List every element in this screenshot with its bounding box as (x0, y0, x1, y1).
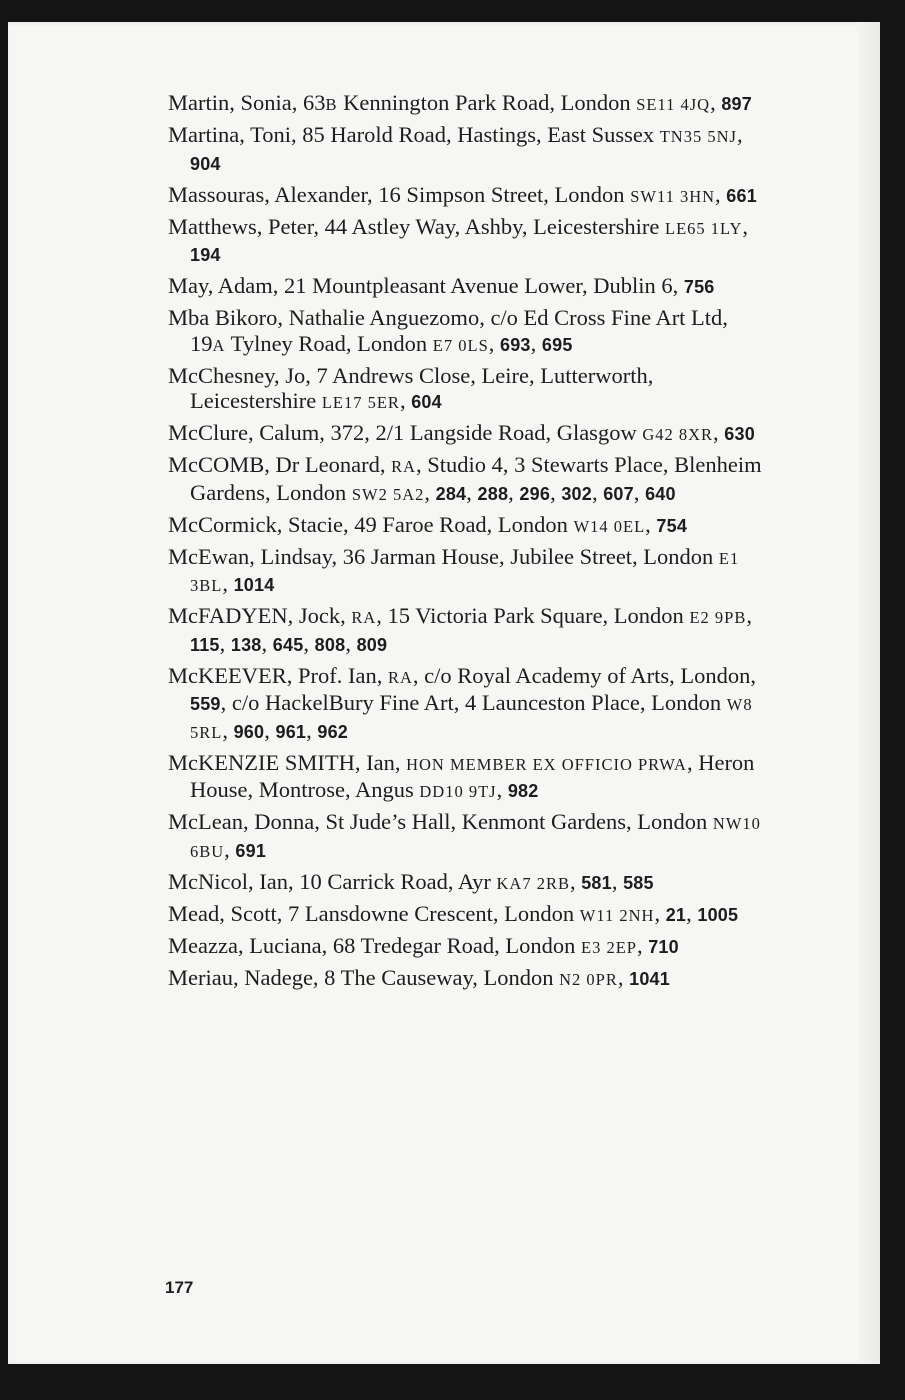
small-caps-text: W14 0EL (573, 516, 646, 536)
page-reference: 284 (435, 483, 467, 504)
page-reference: 138 (230, 634, 262, 655)
entry-text: , (713, 420, 725, 445)
entry-text: , 15 Victoria Park Square, London (376, 603, 690, 628)
index-entry (168, 809, 768, 864)
entry-text: , (633, 479, 646, 505)
page-reference: 630 (724, 424, 755, 444)
entry-text: , Heron House, Montrose, Angus (190, 749, 755, 802)
small-caps-text: HON MEMBER EX OFFICIO PRWA (406, 754, 687, 774)
entry-text: , (591, 479, 604, 505)
page-reference: 982 (507, 781, 539, 801)
entry-text: , (654, 900, 666, 926)
entry-text: McFADYEN, Jock, (168, 603, 352, 628)
entry-text: Matthews, Peter, 44 Astley Way, Ashby, Leicestershire (168, 213, 665, 239)
entry-text: , (303, 630, 315, 656)
entry-text: , (715, 181, 727, 207)
index-entries (168, 90, 768, 997)
entry-text: , (710, 90, 722, 115)
entry-text: , (261, 630, 273, 656)
entry-text: , (746, 603, 752, 628)
page-reference: 115 (190, 634, 220, 655)
small-caps-text: KA7 2RB (496, 873, 570, 893)
entry-text: , (611, 868, 624, 894)
entry-text: , c/o HackelBury Fine Art, 4 Launceston Place, London (220, 690, 727, 715)
index-entry (168, 901, 768, 929)
entry-text: , (496, 777, 508, 802)
page-reference: 559 (190, 694, 221, 714)
page-reference: 756 (683, 277, 715, 297)
page-reference: 691 (235, 840, 267, 861)
entry-text: McCOMB, Dr Leonard, (168, 452, 392, 477)
entry-text: , (530, 330, 542, 356)
entry-text: , (224, 836, 236, 862)
small-caps-text: N2 0PR (559, 969, 618, 989)
page-reference: 962 (317, 721, 349, 742)
entry-text: Meazza, Luciana, 68 Tredegar Road, London (168, 932, 581, 958)
small-caps-text: RA (391, 457, 417, 476)
entry-text: , (736, 122, 743, 147)
entry-text: McCormick, Stacie, 49 Faroe Road, London (168, 511, 574, 537)
small-caps-text: W8 5RL (190, 695, 753, 742)
entry-text: May, Adam, 21 Mountpleasant Avenue Lower, Dublin 6, (168, 273, 684, 298)
index-entry (168, 512, 768, 540)
entry-text: , (645, 511, 657, 537)
entry-text: , (345, 630, 357, 656)
page-reference: 645 (272, 634, 304, 655)
page-edge (858, 22, 880, 1364)
entry-text: Massouras, Alexander, 16 Simpson Street, London (168, 181, 631, 207)
index-entry (168, 452, 768, 507)
page-reference: 640 (645, 483, 676, 504)
index-entry (168, 420, 768, 448)
page-reference: 904 (190, 153, 221, 174)
entry-text: , Studio 4, 3 Stewarts Place, Blenheim Gardens, London (190, 452, 762, 505)
index-entry (168, 869, 768, 897)
small-caps-text: RA (351, 608, 377, 627)
small-caps-text: E7 0LS (432, 335, 489, 355)
page-reference: 604 (411, 392, 442, 412)
entry-text: , (219, 630, 231, 656)
small-caps-text: LE17 5ER (321, 393, 400, 412)
entry-text: , (306, 717, 318, 743)
page-reference: 661 (726, 185, 757, 206)
entry-text: Tylney Road, London (225, 330, 433, 356)
page-reference: 897 (721, 94, 752, 114)
small-caps-text: SW11 3HN (630, 186, 716, 206)
index-entry (168, 663, 768, 746)
page-reference: 960 (233, 721, 265, 742)
entry-text: Martin, Sonia, 63 (168, 90, 326, 115)
entry-text: , (617, 964, 630, 990)
small-caps-text: E3 2EP (581, 937, 637, 957)
index-entry (168, 750, 768, 805)
entry-text: , (488, 330, 501, 356)
entry-text: McNicol, Ian, 10 Carrick Road, Ayr (168, 868, 497, 894)
page-reference: 21 (665, 904, 687, 925)
page-reference: 710 (648, 936, 679, 957)
entry-text: Mba Bikoro, Nathalie Anguezomo, c/o Ed Cross Fine Art Ltd, 19 (168, 305, 728, 356)
small-caps-text: A (212, 335, 226, 355)
page-number: 177 (165, 1278, 194, 1297)
page-reference: 695 (541, 334, 573, 355)
entry-text: Mead, Scott, 7 Lansdowne Crescent, London (168, 900, 580, 926)
page-reference: 961 (275, 721, 307, 742)
index-entry (168, 933, 768, 961)
small-caps-text: SW2 5A2 (351, 484, 425, 504)
index-entry (168, 90, 768, 118)
entry-text: , (742, 213, 748, 239)
entry-text: , (569, 868, 582, 894)
small-caps-text: E2 9PB (689, 608, 747, 627)
entry-text: , (264, 717, 276, 743)
page-reference: 1041 (629, 968, 670, 989)
index-entry (168, 182, 768, 210)
entry-text: , (222, 571, 234, 596)
entry-text: McKENZIE SMITH, Ian, (168, 749, 407, 775)
small-caps-text: B (325, 95, 338, 114)
page-reference: 296 (519, 483, 551, 504)
book-page (8, 22, 880, 1364)
page-reference: 194 (190, 245, 221, 265)
entry-text: , (424, 479, 436, 505)
page-reference: 693 (500, 334, 531, 355)
page-reference: 1005 (697, 904, 739, 925)
entry-text: McEwan, Lindsay, 36 Jarman House, Jubilee Street, London (168, 543, 719, 569)
page-reference: 302 (561, 483, 592, 504)
page-reference: 808 (314, 634, 346, 655)
small-caps-text: DD10 9TJ (419, 782, 497, 801)
entry-text: , (508, 479, 520, 505)
index-entry (168, 305, 768, 358)
page-reference: 581 (581, 872, 612, 893)
entry-text: , (550, 479, 562, 505)
page-reference: 288 (477, 483, 509, 504)
entry-text: McChesney, Jo, 7 Andrews Close, Leire, Lutterworth, Leicestershire (168, 362, 654, 413)
page-reference: 607 (603, 483, 634, 504)
small-caps-text: G42 8XR (642, 425, 714, 444)
entry-text: McClure, Calum, 372, 2/1 Langside Road, Glasgow (168, 420, 643, 445)
entry-text: Martina, Toni, 85 Harold Road, Hastings, East Sussex (168, 122, 660, 147)
page-reference: 754 (656, 515, 688, 536)
page-reference: 1014 (233, 575, 275, 595)
entry-text: , (222, 717, 234, 743)
small-caps-text: TN35 5NJ (659, 127, 737, 146)
entry-text: , (466, 479, 478, 505)
entry-text: Meriau, Nadege, 8 The Causeway, London (168, 964, 560, 990)
entry-text: Kennington Park Road, London (337, 90, 637, 115)
index-entry (168, 603, 768, 658)
entry-text: , (686, 900, 698, 926)
small-caps-text: SE11 4JQ (636, 95, 711, 114)
index-entry (168, 965, 768, 993)
index-entry (168, 363, 768, 416)
entry-text: McKEEVER, Prof. Ian, (168, 662, 388, 688)
small-caps-text: W11 2NH (579, 905, 655, 925)
entry-text: , (636, 932, 649, 958)
entry-text: , c/o Royal Academy of Arts, London, (412, 662, 756, 688)
page-reference: 585 (623, 872, 654, 893)
entry-text: McLean, Donna, St Jude’s Hall, Kenmont Gardens, London (168, 809, 713, 834)
index-entry (168, 273, 768, 301)
index-entry (168, 544, 768, 599)
small-caps-text: RA (387, 667, 413, 687)
entry-text: , (399, 388, 412, 413)
small-caps-text: NW10 6BU (190, 814, 761, 861)
small-caps-text: E1 3BL (190, 548, 740, 595)
small-caps-text: LE65 1LY (664, 218, 743, 238)
index-entry (168, 214, 768, 269)
index-entry (168, 122, 768, 177)
page-reference: 809 (356, 634, 388, 655)
